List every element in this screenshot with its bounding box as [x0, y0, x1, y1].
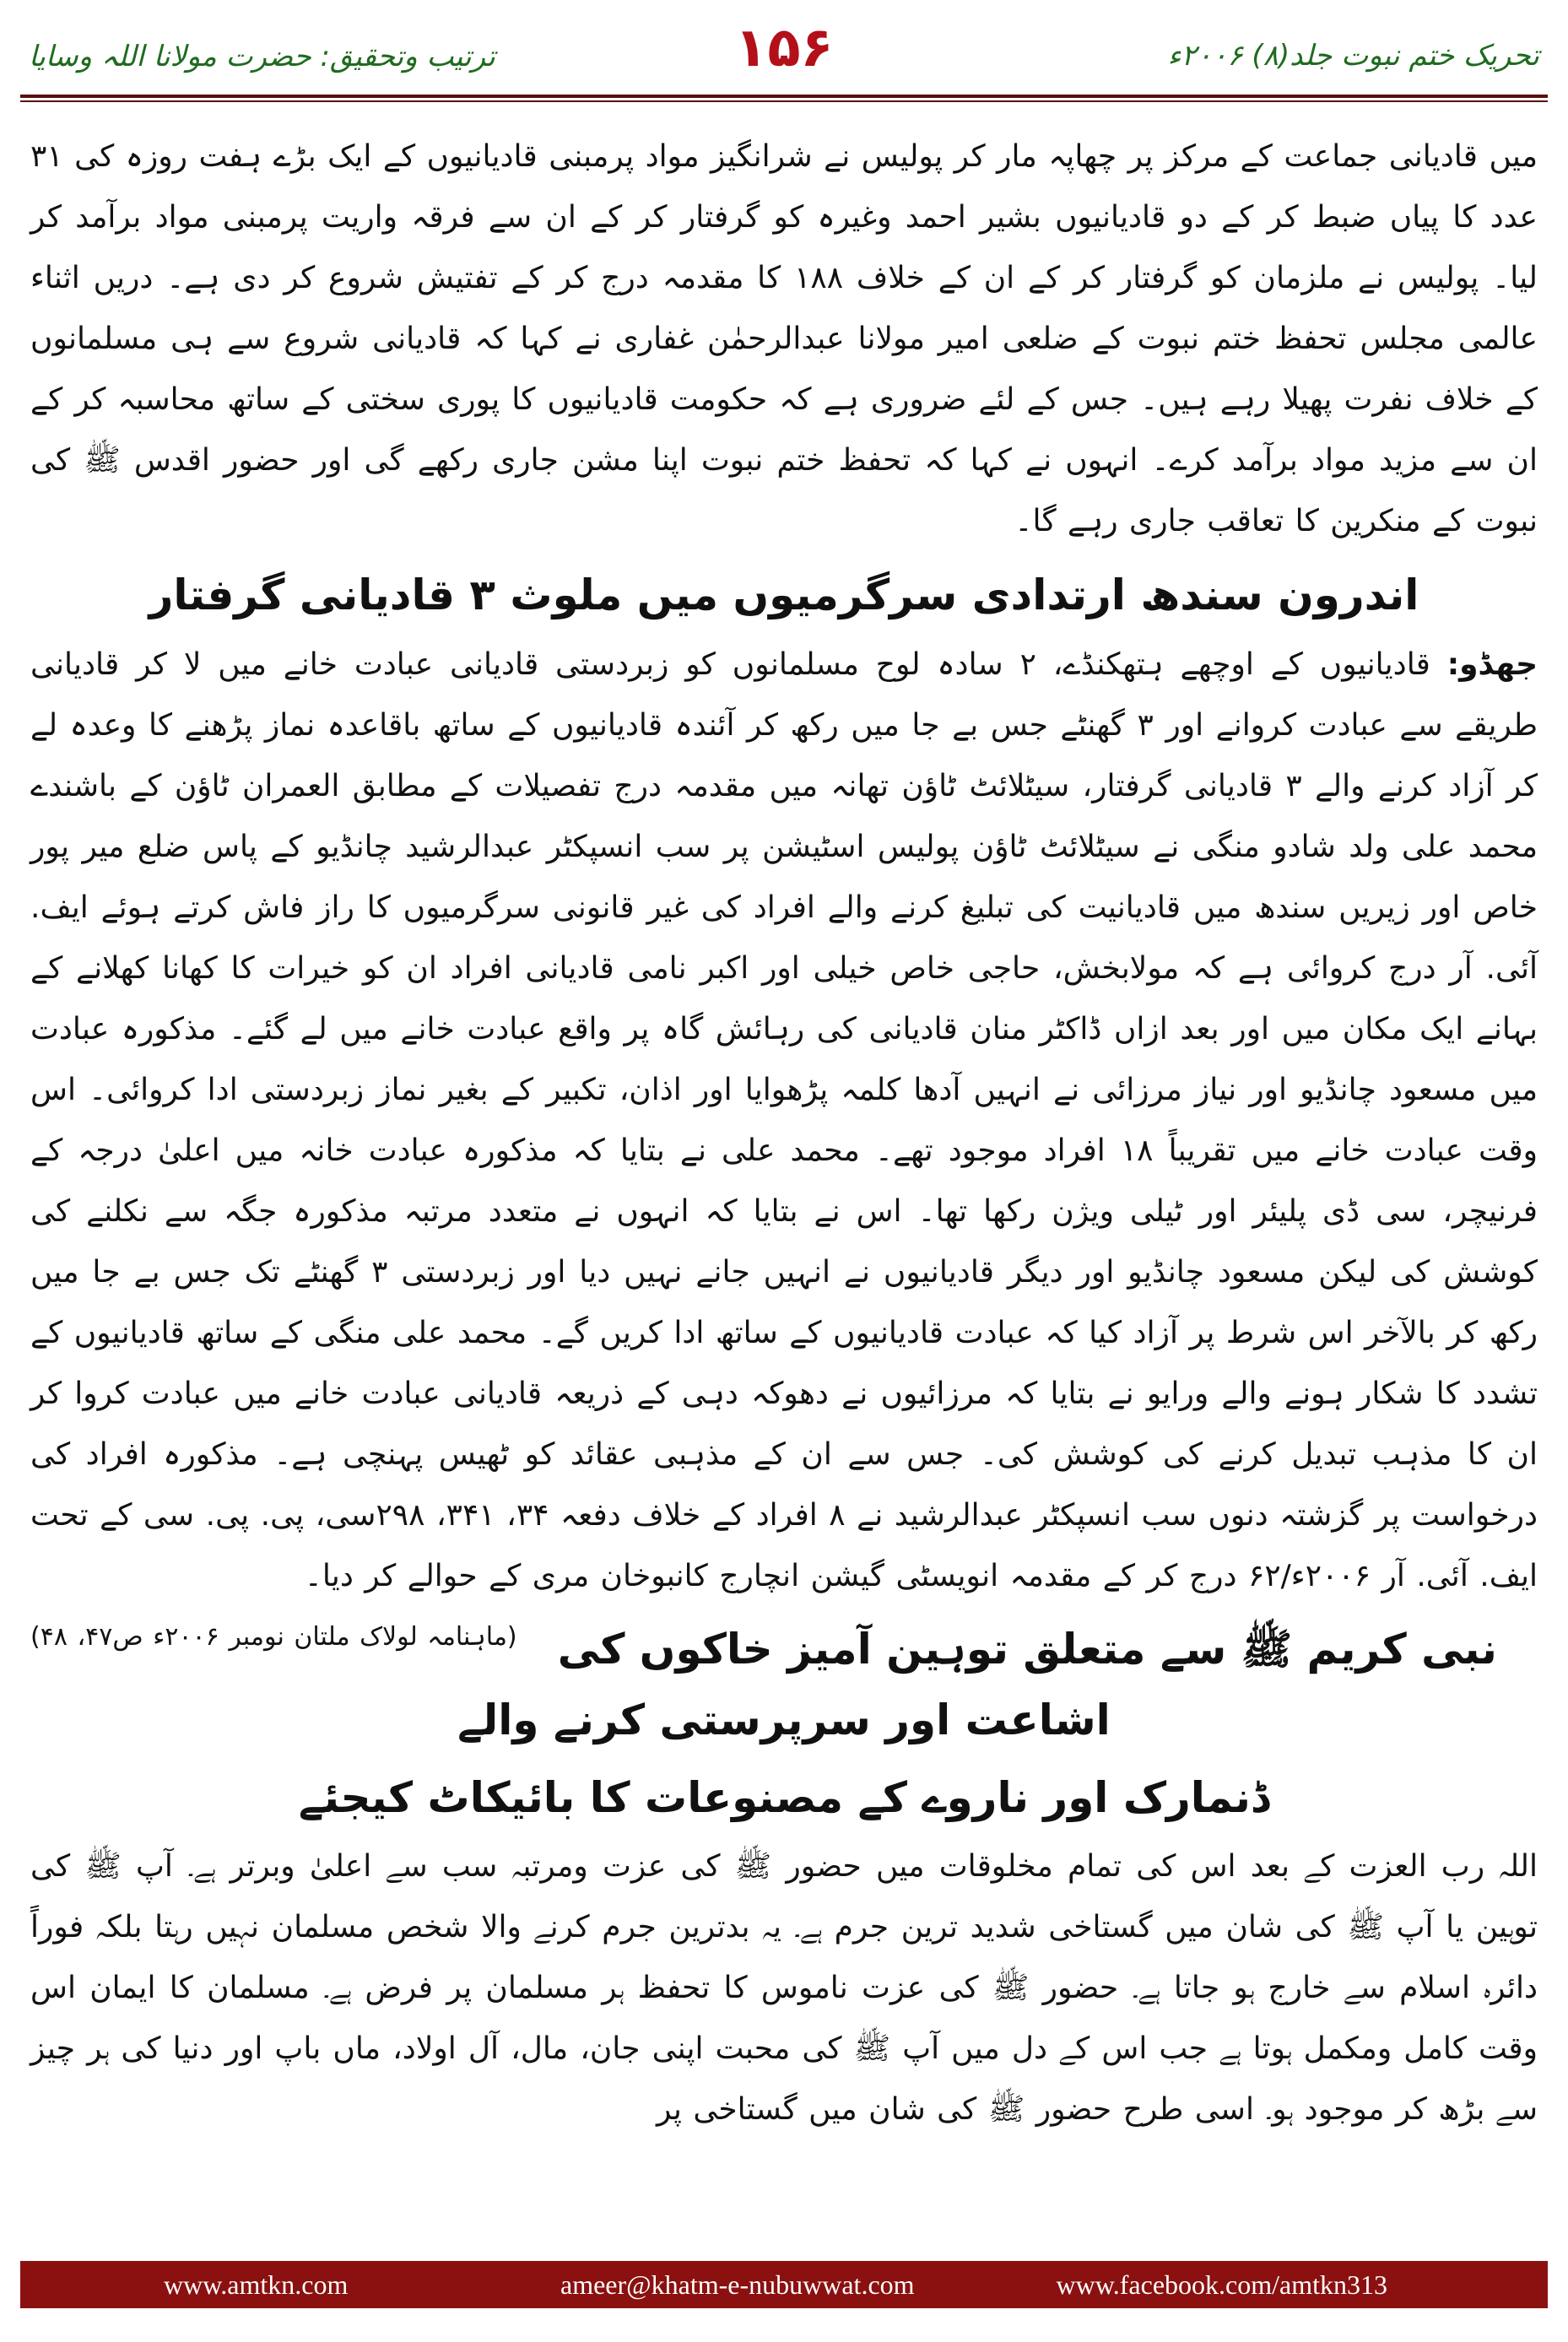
page-body [30, 127, 1538, 2232]
header-book-title: تحریک ختم نبوت جلد(۸) ۲۰۰۶ء [1167, 39, 1539, 73]
heading-boycott-line1: نبی کریم ﷺ سے متعلق توہین آمیز خاکوں کی اشاعت اور سرپرستی کرنے والے [457, 1625, 1497, 1744]
paragraph-2-dateline: جھڈو: [1446, 647, 1538, 682]
paragraph-2-text: قادیانیوں کے اوچھے ہتھکنڈے، ۲ سادہ لوح مسلمانوں کو زبردستی قادیانی عبادت خانے میں لا کر قادیانی طریقے سے عبادت کروانے اور ۳ گھنٹے جس بے جا میں رکھ کر آئندہ قادیانیوں کے ساتھ باقاعدہ نماز پڑھنے کا وعدہ لے کر آزاد کرنے والے ۳ قادیانی گرفتار، سیٹلائٹ ٹاؤن تھانہ میں مقدمہ درج تفصیلات کے مطابق العمران ٹاؤن کے باشندے محمد علی ولد شادو منگی نے سیٹلائٹ ٹاؤن پولیس اسٹیشن پر سب انسپکٹر عبدالرشید چانڈیو کے پاس ضلع میر پور خاص اور زیریں سندھ میں قادیانیت کی تبلیغ کرنے والے افراد کی غیر قانونی سرگرمیوں کا راز فاش کرتے ہوئے ایف. آئی. آر درج کروائی ہے کہ مولابخش، حاجی خاص خیلی اور اکبر نامی قادیانی افراد ان کو خیرات کا کھانا کھلانے کے بہانے ایک مکان میں اور بعد ازاں ڈاکٹر منان قادیانی کی رہائش گاہ پر واقع عبادت خانے میں لے گئے۔ مذکورہ عبادت میں مسعود چانڈیو اور نیاز مرزائی نے انہیں آدھا کلمہ پڑھوایا اور اذان، تکبیر کے بغیر نماز زبردستی ادا کروائی۔ اس وقت عبادت خانے میں تقریباً ۱۸ افراد موجود تھے۔ محمد علی نے بتایا کہ مذکورہ عبادت خانہ میں اعلیٰ درجہ کے فرنیچر، سی ڈی پلیئر اور ٹیلی ویژن رکھا تھا۔ اس نے بتایا کہ انہوں نے متعدد مرتبہ مذکورہ جگہ سے نکلنے کی کوشش کی لیکن مسعود چانڈیو اور دیگر قادیانیوں نے انہیں جانے نہیں دیا اور زبردستی ۳ گھنٹے تک جس بے جا میں رکھ کر بالآخر اس شرط پر آزاد کیا کہ عبادت قادیانیوں کے ساتھ ادا کریں گے۔ محمد علی منگی کے ساتھ قادیانیوں کے تشدد کا شکار ہونے والے ورایو نے بتایا کہ مرزائیوں نے دھوکہ دہی کے ذریعہ قادیانی عبادت خانے میں عبادت کروا کر ان کا مذہب تبدیل کرنے کی کوشش کی۔ جس سے ان کے مذہبی عقائد کو ٹھیس پہنچی ہے۔ مذکورہ افراد کی درخواست پر گزشتہ دنوں سب انسپکٹر عبدالرشید نے ۸ افراد کے خلاف دفعہ ۳۴، ۳۴۱، ۲۹۸سی، پی. پی. سی کے تحت ایف. آئی. آر ۲۰۰۶ء/۶۲ درج کر کے مقدمہ انویسٹی گیشن انچارج کانبوخان مری کے حوالے کر دیا۔ [30, 647, 1538, 1593]
page-number: ۱۵۶ [734, 17, 834, 79]
heading-sindh-arrests: اندرون سندھ ارتدادی سرگرمیوں میں ملوث ۳ قادیانی گرفتار [149, 571, 1419, 619]
footer-email-link[interactable]: ameer@khatm-e-nubuwwat.com [560, 2269, 915, 2300]
page-header [20, 12, 1548, 93]
paragraph-1: میں قادیانی جماعت کے مرکز پر چھاپہ مار کر پولیس نے شرانگیز مواد پرمبنی قادیانیوں کے ایک بڑے ہفت روزہ کی ۳۱ عدد کا پیاں ضبط کر کے دو قادیانیوں بشیر احمد وغیرہ کو گرفتار کر کے ان سے فرقہ واریت پرمبنی مواد برآمد کر لیا۔ پولیس نے ملزمان کو گرفتار کر کے ان کے خلاف ۱۸۸ کا مقدمہ درج کر کے تفتیش شروع کر دی ہے۔ دریں اثناء عالمی مجلس تحفظ ختم نبوت کے ضلعی امیر مولانا عبدالرحمٰن غفاری نے کہا کہ قادیانی شروع سے ہی مسلمانوں کے خلاف نفرت پھیلا رہے ہیں۔ جس کے لئے ضروری ہے کہ حکومت قادیانیوں کا پوری سختی کے ساتھ محاسبہ کر کے ان سے مزید مواد برآمد کرے۔ انہوں نے کہا کہ تحفظ ختم نبوت اپنا مشن جاری رکھے گی اور حضور اقدس ﷺ کی نبوت کے منکرین کا تعاقب جاری رہے گا۔ [30, 139, 1538, 538]
page-footer [20, 2261, 1548, 2308]
paragraph-3: اللہ رب العزت کے بعد اس کی تمام مخلوقات میں حضور ﷺ کی عزت ومرتبہ سب سے اعلیٰ وبرتر ہے۔ آپ ﷺ کی توہین یا آپ ﷺ کی شان میں گستاخی شدید ترین جرم ہے۔ یہ بدترین جرم کرنے والا شخص مسلمان نہیں رہتا بلکہ فوراً دائرہ اسلام سے خارج ہو جاتا ہے۔ حضور ﷺ کی عزت ناموس کا تحفظ ہر مسلمان پر فرض ہے۔ مسلمان کا ایمان اس وقت کامل ومکمل ہوتا ہے جب اس کے دل میں آپ ﷺ کی محبت اپنی جان، مال، آل اولاد، ماں باپ اور دنیا کی ہر چیز سے بڑھ کر موجود ہو۔ اسی طرح حضور ﷺ کی شان میں گستاخی پر [30, 1849, 1538, 2127]
header-rule [20, 95, 1548, 102]
paragraph-2-source: (ماہنامہ لولاک ملتان نومبر ۲۰۰۶ء ص۴۷، ۴۸) [30, 1622, 517, 1652]
heading-boycott-line2: ڈنمارک اور ناروے کے مصنوعات کا بائیکاٹ کیجئے [298, 1773, 1270, 1822]
footer-facebook-link[interactable]: www.facebook.com/amtkn313 [1056, 2269, 1387, 2300]
footer-website-link[interactable]: www.amtkn.com [164, 2269, 349, 2300]
paragraph-2 [30, 635, 1538, 1652]
header-compiler: ترتیب وتحقیق: حضرت مولانا اللہ وسایا [29, 40, 495, 73]
